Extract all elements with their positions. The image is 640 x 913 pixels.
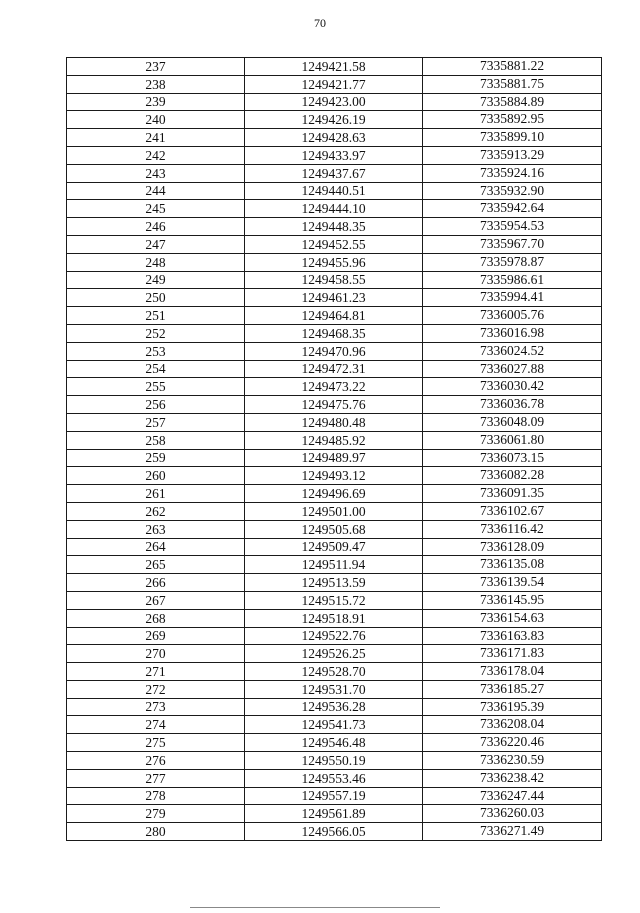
y-coordinate-cell: 7336185.27 bbox=[423, 680, 602, 698]
coordinates-table bbox=[66, 57, 602, 841]
point-number-cell: 258 bbox=[67, 431, 245, 449]
x-coordinate-cell: 1249455.96 bbox=[245, 253, 423, 271]
table-row bbox=[67, 574, 602, 592]
y-coordinate-cell: 7336208.04 bbox=[423, 716, 602, 734]
y-coordinate-cell: 7335994.41 bbox=[423, 289, 602, 307]
x-coordinate-cell: 1249470.96 bbox=[245, 342, 423, 360]
table-row bbox=[67, 146, 602, 164]
point-number-cell: 250 bbox=[67, 289, 245, 307]
point-number-cell: 247 bbox=[67, 235, 245, 253]
y-coordinate-cell: 7336073.15 bbox=[423, 449, 602, 467]
y-coordinate-cell: 7335881.22 bbox=[423, 58, 602, 76]
y-coordinate-cell: 7335986.61 bbox=[423, 271, 602, 289]
page-number: 70 bbox=[314, 16, 326, 30]
x-coordinate-cell: 1249518.91 bbox=[245, 609, 423, 627]
y-coordinate-cell: 7335942.64 bbox=[423, 200, 602, 218]
y-coordinate-cell: 7336024.52 bbox=[423, 342, 602, 360]
point-number-cell: 269 bbox=[67, 627, 245, 645]
y-coordinate-cell: 7335892.95 bbox=[423, 111, 602, 129]
x-coordinate-cell: 1249423.00 bbox=[245, 93, 423, 111]
point-number-cell: 280 bbox=[67, 823, 245, 841]
point-number-cell: 245 bbox=[67, 200, 245, 218]
x-coordinate-cell: 1249485.92 bbox=[245, 431, 423, 449]
x-coordinate-cell: 1249496.69 bbox=[245, 485, 423, 503]
x-coordinate-cell: 1249526.25 bbox=[245, 645, 423, 663]
point-number-cell: 253 bbox=[67, 342, 245, 360]
table-row bbox=[67, 164, 602, 182]
y-coordinate-cell: 7336238.42 bbox=[423, 769, 602, 787]
point-number-cell: 254 bbox=[67, 360, 245, 378]
table-row bbox=[67, 93, 602, 111]
point-number-cell: 246 bbox=[67, 218, 245, 236]
table-row bbox=[67, 431, 602, 449]
table-row bbox=[67, 396, 602, 414]
x-coordinate-cell: 1249421.58 bbox=[245, 58, 423, 76]
table-row bbox=[67, 805, 602, 823]
point-number-cell: 277 bbox=[67, 769, 245, 787]
point-number-cell: 272 bbox=[67, 680, 245, 698]
y-coordinate-cell: 7336271.49 bbox=[423, 823, 602, 841]
y-coordinate-cell: 7336128.09 bbox=[423, 538, 602, 556]
y-coordinate-cell: 7336178.04 bbox=[423, 663, 602, 681]
table-row bbox=[67, 378, 602, 396]
table-row bbox=[67, 680, 602, 698]
point-number-cell: 239 bbox=[67, 93, 245, 111]
point-number-cell: 274 bbox=[67, 716, 245, 734]
table-row bbox=[67, 467, 602, 485]
point-number-cell: 241 bbox=[67, 129, 245, 147]
coordinates-table-body bbox=[67, 58, 602, 841]
y-coordinate-cell: 7336102.67 bbox=[423, 502, 602, 520]
table-row bbox=[67, 360, 602, 378]
point-number-cell: 238 bbox=[67, 75, 245, 93]
point-number-cell: 260 bbox=[67, 467, 245, 485]
x-coordinate-cell: 1249536.28 bbox=[245, 698, 423, 716]
table-row bbox=[67, 485, 602, 503]
table-row bbox=[67, 716, 602, 734]
table-row bbox=[67, 591, 602, 609]
y-coordinate-cell: 7336027.88 bbox=[423, 360, 602, 378]
y-coordinate-cell: 7336139.54 bbox=[423, 574, 602, 592]
point-number-cell: 262 bbox=[67, 502, 245, 520]
y-coordinate-cell: 7336016.98 bbox=[423, 324, 602, 342]
x-coordinate-cell: 1249428.63 bbox=[245, 129, 423, 147]
y-coordinate-cell: 7336082.28 bbox=[423, 467, 602, 485]
x-coordinate-cell: 1249475.76 bbox=[245, 396, 423, 414]
table-row bbox=[67, 218, 602, 236]
point-number-cell: 266 bbox=[67, 574, 245, 592]
point-number-cell: 242 bbox=[67, 146, 245, 164]
table-row bbox=[67, 663, 602, 681]
x-coordinate-cell: 1249473.22 bbox=[245, 378, 423, 396]
point-number-cell: 279 bbox=[67, 805, 245, 823]
y-coordinate-cell: 7336036.78 bbox=[423, 396, 602, 414]
point-number-cell: 261 bbox=[67, 485, 245, 503]
point-number-cell: 276 bbox=[67, 752, 245, 770]
y-coordinate-cell: 7335899.10 bbox=[423, 129, 602, 147]
y-coordinate-cell: 7335978.87 bbox=[423, 253, 602, 271]
y-coordinate-cell: 7336154.63 bbox=[423, 609, 602, 627]
point-number-cell: 270 bbox=[67, 645, 245, 663]
y-coordinate-cell: 7335954.53 bbox=[423, 218, 602, 236]
x-coordinate-cell: 1249531.70 bbox=[245, 680, 423, 698]
point-number-cell: 240 bbox=[67, 111, 245, 129]
x-coordinate-cell: 1249501.00 bbox=[245, 502, 423, 520]
y-coordinate-cell: 7336061.80 bbox=[423, 431, 602, 449]
x-coordinate-cell: 1249468.35 bbox=[245, 324, 423, 342]
table-row bbox=[67, 75, 602, 93]
y-coordinate-cell: 7335884.89 bbox=[423, 93, 602, 111]
x-coordinate-cell: 1249464.81 bbox=[245, 307, 423, 325]
y-coordinate-cell: 7336116.42 bbox=[423, 520, 602, 538]
point-number-cell: 255 bbox=[67, 378, 245, 396]
y-coordinate-cell: 7336195.39 bbox=[423, 698, 602, 716]
table-row bbox=[67, 324, 602, 342]
x-coordinate-cell: 1249515.72 bbox=[245, 591, 423, 609]
y-coordinate-cell: 7336091.35 bbox=[423, 485, 602, 503]
y-coordinate-cell: 7335967.70 bbox=[423, 235, 602, 253]
table-row bbox=[67, 342, 602, 360]
point-number-cell: 256 bbox=[67, 396, 245, 414]
table-row bbox=[67, 235, 602, 253]
x-coordinate-cell: 1249505.68 bbox=[245, 520, 423, 538]
table-row bbox=[67, 449, 602, 467]
point-number-cell: 243 bbox=[67, 164, 245, 182]
y-coordinate-cell: 7336048.09 bbox=[423, 413, 602, 431]
table-row bbox=[67, 271, 602, 289]
y-coordinate-cell: 7336230.59 bbox=[423, 752, 602, 770]
point-number-cell: 263 bbox=[67, 520, 245, 538]
table-row bbox=[67, 520, 602, 538]
x-coordinate-cell: 1249522.76 bbox=[245, 627, 423, 645]
table-row bbox=[67, 413, 602, 431]
point-number-cell: 267 bbox=[67, 591, 245, 609]
x-coordinate-cell: 1249433.97 bbox=[245, 146, 423, 164]
y-coordinate-cell: 7336030.42 bbox=[423, 378, 602, 396]
x-coordinate-cell: 1249493.12 bbox=[245, 467, 423, 485]
page-bottom-rule bbox=[190, 907, 440, 908]
table-row bbox=[67, 129, 602, 147]
y-coordinate-cell: 7335932.90 bbox=[423, 182, 602, 200]
point-number-cell: 278 bbox=[67, 787, 245, 805]
x-coordinate-cell: 1249546.48 bbox=[245, 734, 423, 752]
point-number-cell: 265 bbox=[67, 556, 245, 574]
y-coordinate-cell: 7336220.46 bbox=[423, 734, 602, 752]
x-coordinate-cell: 1249528.70 bbox=[245, 663, 423, 681]
table-row bbox=[67, 609, 602, 627]
table-row bbox=[67, 200, 602, 218]
point-number-cell: 273 bbox=[67, 698, 245, 716]
y-coordinate-cell: 7336163.83 bbox=[423, 627, 602, 645]
table-row bbox=[67, 627, 602, 645]
x-coordinate-cell: 1249566.05 bbox=[245, 823, 423, 841]
point-number-cell: 237 bbox=[67, 58, 245, 76]
table-row bbox=[67, 289, 602, 307]
table-row bbox=[67, 111, 602, 129]
table-row bbox=[67, 253, 602, 271]
point-number-cell: 264 bbox=[67, 538, 245, 556]
y-coordinate-cell: 7336247.44 bbox=[423, 787, 602, 805]
table-row bbox=[67, 58, 602, 76]
point-number-cell: 257 bbox=[67, 413, 245, 431]
x-coordinate-cell: 1249553.46 bbox=[245, 769, 423, 787]
table-row bbox=[67, 182, 602, 200]
x-coordinate-cell: 1249421.77 bbox=[245, 75, 423, 93]
y-coordinate-cell: 7336260.03 bbox=[423, 805, 602, 823]
x-coordinate-cell: 1249513.59 bbox=[245, 574, 423, 592]
point-number-cell: 275 bbox=[67, 734, 245, 752]
table-row bbox=[67, 502, 602, 520]
x-coordinate-cell: 1249511.94 bbox=[245, 556, 423, 574]
x-coordinate-cell: 1249440.51 bbox=[245, 182, 423, 200]
y-coordinate-cell: 7335881.75 bbox=[423, 75, 602, 93]
point-number-cell: 271 bbox=[67, 663, 245, 681]
table-row bbox=[67, 823, 602, 841]
x-coordinate-cell: 1249444.10 bbox=[245, 200, 423, 218]
table-row bbox=[67, 734, 602, 752]
x-coordinate-cell: 1249472.31 bbox=[245, 360, 423, 378]
x-coordinate-cell: 1249561.89 bbox=[245, 805, 423, 823]
table-row bbox=[67, 538, 602, 556]
point-number-cell: 252 bbox=[67, 324, 245, 342]
point-number-cell: 251 bbox=[67, 307, 245, 325]
x-coordinate-cell: 1249448.35 bbox=[245, 218, 423, 236]
x-coordinate-cell: 1249509.47 bbox=[245, 538, 423, 556]
x-coordinate-cell: 1249550.19 bbox=[245, 752, 423, 770]
x-coordinate-cell: 1249480.48 bbox=[245, 413, 423, 431]
point-number-cell: 248 bbox=[67, 253, 245, 271]
x-coordinate-cell: 1249437.67 bbox=[245, 164, 423, 182]
point-number-cell: 244 bbox=[67, 182, 245, 200]
y-coordinate-cell: 7336005.76 bbox=[423, 307, 602, 325]
x-coordinate-cell: 1249461.23 bbox=[245, 289, 423, 307]
table-row bbox=[67, 769, 602, 787]
y-coordinate-cell: 7336135.08 bbox=[423, 556, 602, 574]
x-coordinate-cell: 1249489.97 bbox=[245, 449, 423, 467]
table-row bbox=[67, 752, 602, 770]
point-number-cell: 268 bbox=[67, 609, 245, 627]
table-row bbox=[67, 556, 602, 574]
x-coordinate-cell: 1249458.55 bbox=[245, 271, 423, 289]
table-row bbox=[67, 787, 602, 805]
table-row bbox=[67, 698, 602, 716]
x-coordinate-cell: 1249426.19 bbox=[245, 111, 423, 129]
y-coordinate-cell: 7335924.16 bbox=[423, 164, 602, 182]
y-coordinate-cell: 7336145.95 bbox=[423, 591, 602, 609]
x-coordinate-cell: 1249557.19 bbox=[245, 787, 423, 805]
table-row bbox=[67, 307, 602, 325]
y-coordinate-cell: 7336171.83 bbox=[423, 645, 602, 663]
x-coordinate-cell: 1249452.55 bbox=[245, 235, 423, 253]
x-coordinate-cell: 1249541.73 bbox=[245, 716, 423, 734]
point-number-cell: 259 bbox=[67, 449, 245, 467]
point-number-cell: 249 bbox=[67, 271, 245, 289]
table-row bbox=[67, 645, 602, 663]
y-coordinate-cell: 7335913.29 bbox=[423, 146, 602, 164]
